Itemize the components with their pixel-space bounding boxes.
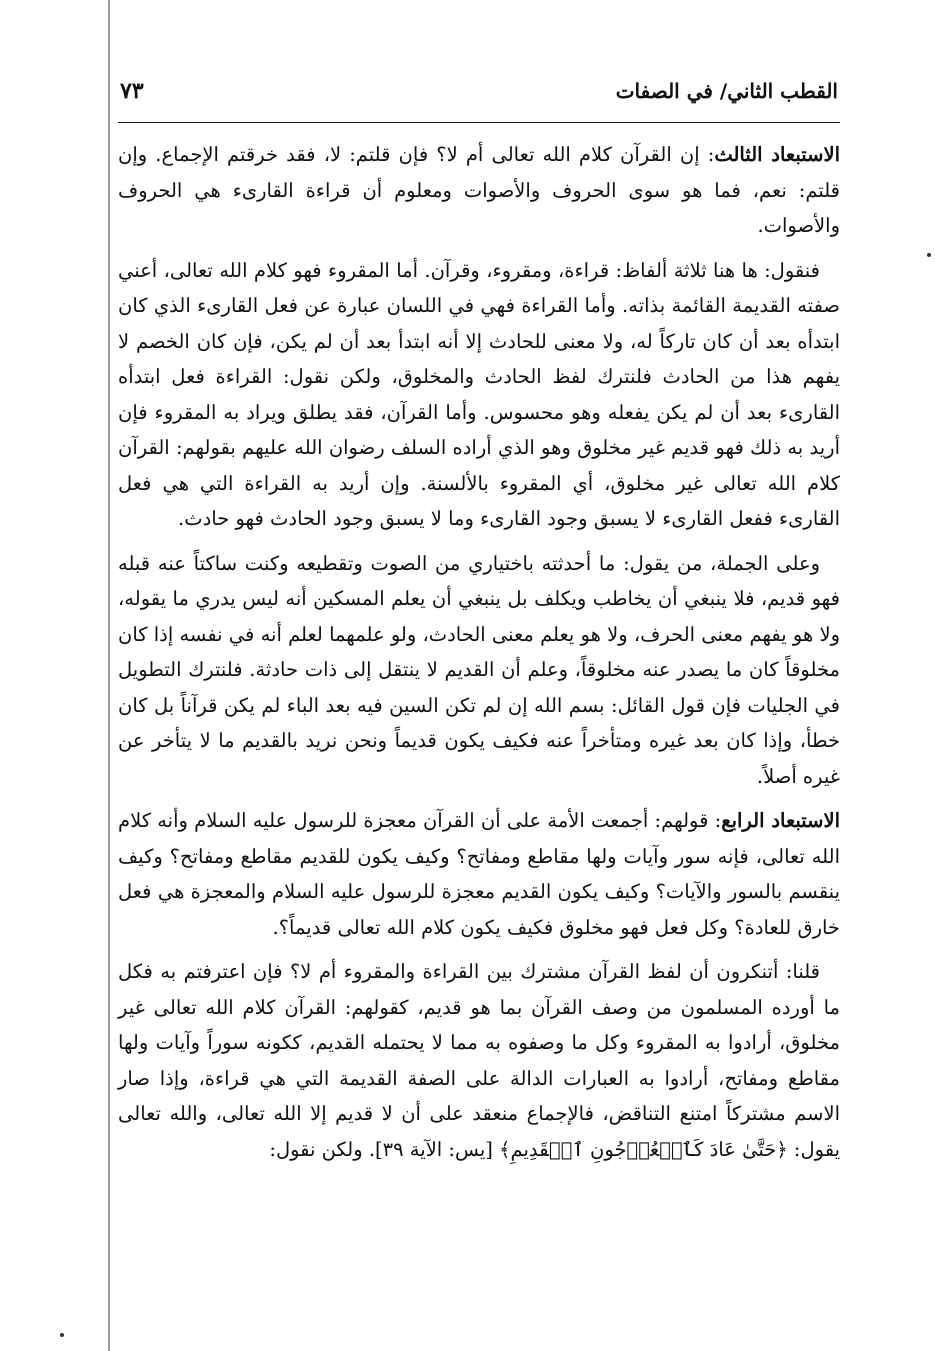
book-page <box>118 78 840 1176</box>
section-heading: الاستبعاد الثالث <box>714 143 840 166</box>
paragraph-text: : قولهم: أجمعت الأمة على أن القرآن معجزة للرسول عليه السلام وأنه كلام الله تعالى، فإنه سور وآيات ولها مقاطع ومفاتح؟ وكيف يكون للقديم مقاطع ومفاتح؟ وكيف ينقسم بالسور والآيات؟ وكيف يكون القديم معجزة للرسول عليه السلام والمعجزة هي فعل خارق للعادة؟ وكل فعل فهو مخلوق فكيف يكون كلام الله تعالى قديماً؟. <box>118 809 840 939</box>
paragraph-text: فنقول: ها هنا ثلاثة ألفاظ: قراءة، ومقروء، وقرآن. أما المقروء فهو كلام الله تعالى، أعني صفته القديمة القائمة بذاته. وأما القراءة فهي في اللسان عبارة عن فعل القارىء الذي كان ابتدأه بعد أن كان تاركاً له، ولا معنى للحادث إلا أنه ابتدأ بعد أن لم يكن، فإن كان الخصم لا يفهم هذا من الحادث فلنترك لفظ الحادث والمخلوق، ولكن نقول: القراءة فعل ابتدأه القارىء بعد أن لم يكن يفعله وهو محسوس. وأما القرآن، فقد يطلق ويراد به المقروء فإن أريد به ذلك فهو قديم غير مخلوق وهو الذي أراده السلف رضوان الله عليهم بقولهم: القرآن كلام الله تعالى غير مخلوق، أي المقروء بالألسنة. وإن أريد به القراءة التي هي فعل القارىء ففعل القارىء لا يسبق وجود القارىء وما لا يسبق وجود الحادث فهو حادث. <box>118 258 840 530</box>
body-text <box>118 137 840 1167</box>
running-header <box>118 78 840 123</box>
paragraph-text: قلنا: أتنكرون أن لفظ القرآن مشترك بين القراءة والمقروء أم لا؟ فإن اعترفتم به فكل ما أورده المسلمون من وصف القرآن بما هو قديم، كقولهم: القرآن كلام الله تعالى غير مخلوق، أرادوا به المقروء وكل ما وصفوه به مما لا يحتمله القديم، ككونه سوراً وآيات ولها مقاطع ومفاتح، أرادوا به العبارات الدالة على الصفة القديمة التي هي قراءة، وإذا صار الاسم مشتركاً امتنع التناقض، فالإجماع منعقد على أن لا قديم إلا الله تعالى، والله تعالى يقول: ﴿حَتَّىٰ عَادَ كَٱلۡعُرۡجُونِ ٱلۡقَدِيمِ﴾ [يس: الآية ٣٩]. ولكن نقول: <box>118 960 840 1161</box>
section-heading: الاستبعاد الرابع <box>721 809 841 832</box>
scan-speck <box>927 253 931 257</box>
paragraph-text: وعلى الجملة، من يقول: ما أحدثته باختياري من الصوت وتقطيعه وكنت ساكتاً عنه قبله فهو قديم، فلا ينبغي أن يخاطب ويكلف بل ينبغي أن يعلم المسكين أنه ليس يدري ما يقوله، ولا هو يفهم معنى الحرف، ولا هو يعلم معنى الحادث، ولو علمهما لعلم أنه في نفسه إذا كان مخلوقاً كان ما يصدر عنه مخلوقاً، وعلم أن القديم لا ينتقل إلى ذات حادثة. فلنترك التطويل في الجليات فإن قول القائل: بسم الله إن لم تكن السين فيه بعد الباء لم يكن قرآناً بل كان خطأ، وإذا كان بعد غيره ومتأخراً عنه فكيف يكون قديماً ونحن نريد بالقديم ما لا يتأخر عن غيره أصلاً. <box>118 551 840 788</box>
page-number: ٧٣ <box>120 78 144 104</box>
paragraph <box>118 546 840 795</box>
paragraph <box>118 954 840 1167</box>
paragraph <box>118 803 840 945</box>
scan-binding-edge <box>108 0 110 1351</box>
paragraph <box>118 253 840 537</box>
paragraph <box>118 137 840 244</box>
scan-speck <box>60 1333 64 1337</box>
chapter-title: القطب الثاني/ في الصفات <box>615 79 838 103</box>
paragraph-text: : إن القرآن كلام الله تعالى أم لا؟ فإن قلتم: لا، فقد خرقتم الإجماع. وإن قلتم: نعم، فما هو سوى الحروف والأصوات ومعلوم أن قراءة القارىء هي الحروف والأصوات. <box>118 143 840 237</box>
